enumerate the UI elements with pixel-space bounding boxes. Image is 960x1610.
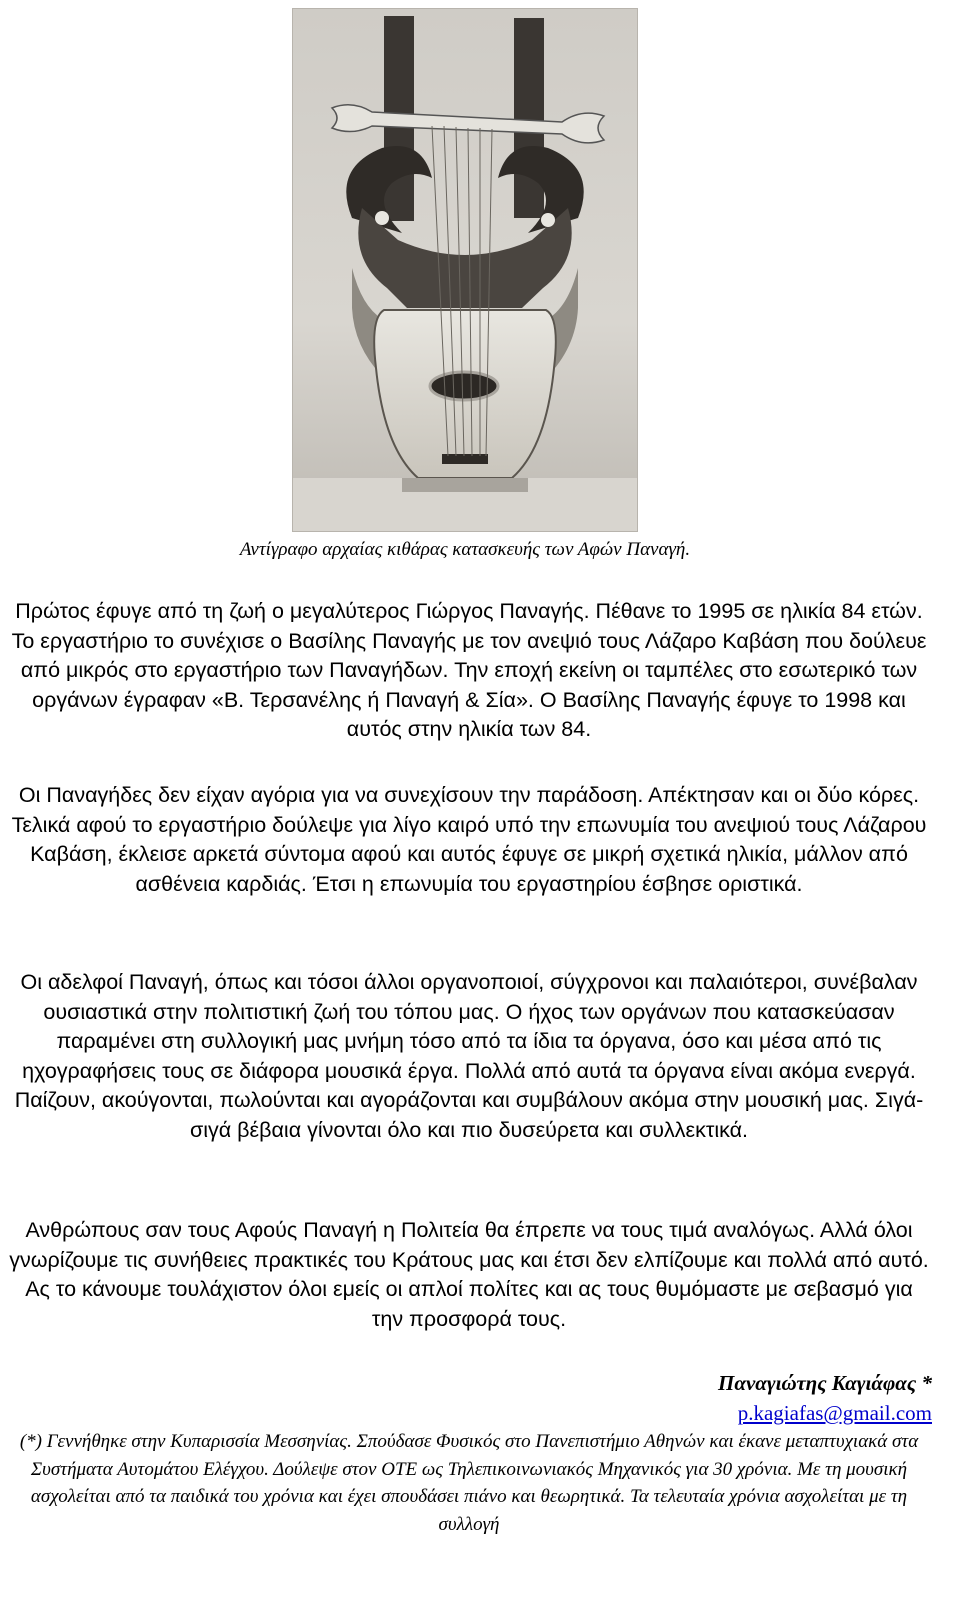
- paragraph-4: Ανθρώπους σαν τους Αφούς Παναγή η Πολιτεία θα έπρεπε να τους τιμά αναλόγως. Αλλά όλοι γνωρίζουμε τις συνήθειες πρακτικές του Κράτους μας και έτσι δεν ελπίζουμε και πολλά από αυτό. Ας το κάνουμε τουλάχιστον όλοι εμείς οι απλοί πολίτες και ας τους θυμόμαστε με σεβασμό για την προσφορά τους.: [9, 1218, 929, 1331]
- paragraph-2: Οι Παναγήδες δεν είχαν αγόρια για να συνεχίσουν την παράδοση. Απέκτησαν και οι δύο κόρες. Τελικά αφού το εργαστήριο δούλεψε για λίγο καιρό υπό την επωνυμία του ανεψιού τους Λάζαρου Καβάση, έκλεισε αρκετά σύντομα αφού και αυτός έφυγε σε μικρή σχετικά ηλικία, μάλλον από ασθένεια καρδιάς. Έτσι η επωνυμία του εργαστηρίου έσβησε οριστικά.: [11, 783, 927, 896]
- author-footnote: (*) Γεννήθηκε στην Κυπαρισσία Μεσσηνίας. Σπούδασε Φυσικός στο Πανεπιστήμιο Αθηνών και έκανε μεταπτυχιακά στα Συστήματα Αυτομάτου Ελέγχου. Δούλεψε στον ΟΤΕ ως Τηλεπικοινωνιακός Μηχανικός για 30 χρόνια. Με τη μουσική ασχολείται από τα παιδικά του χρόνια και έχει σπουδάσει πιάνο και θεωρητικά. Τα τελευταία χρόνια ασχολείται με τη συλλογή: [19, 1431, 919, 1535]
- author-name: Παναγιώτης Καγιάφας *: [718, 1371, 932, 1395]
- photo-caption: Αντίγραφο αρχαίας κιθάρας κατασκευής των Αφών Παναγή.: [239, 539, 691, 560]
- paragraph-1: Πρώτος έφυγε από τη ζωή ο μεγαλύτερος Γιώργος Παναγής. Πέθανε το 1995 σε ηλικία 84 ετών. Το εργαστήριο το συνέχισε ο Βασίλης Παναγής με τον ανεψιό τους Λάζαρο Καβάση που δούλευε από μικρός στο εργαστήριο των Παναγήδων. Την εποχή εκείνη οι ταμπέλες στο εσωτερικό των οργάνων έγραφαν «Β. Τερσανέλης ή Παναγή & Σία». Ο Βασίλης Παναγής έφυγε το 1998 και αυτός στην ηλικία των 84.: [11, 599, 927, 742]
- signature-block: [718, 1368, 932, 1428]
- author-email-link[interactable]: p.kagiafas@gmail.com: [737, 1401, 932, 1425]
- paragraph-3: Οι αδελφοί Παναγή, όπως και τόσοι άλλοι οργανοποιοί, σύγχρονοι και παλαιότεροι, συνέβαλαν ουσιαστικά στην πολιτιστική ζωή του τόπου μας. Ο ήχος των οργάνων που κατασκεύασαν παραμένει στη συλλογική μας μνήμη τόσο από τα ίδια τα όργανα, όσο και μέσα από τις ηχογραφήσεις τους σε διάφορα μουσικά έργα. Πολλά από αυτά τα όργανα είναι ακόμα ενεργά. Παίζουν, ακούγονται, πωλούνται και αγοράζονται και συμβάλουν ακόμα στην μουσική μας. Σιγά-σιγά βέβαια γίνονται όλο και πιο δυσεύρετα και συλλεκτικά.: [14, 970, 924, 1142]
- lyre-photo-icon: [292, 8, 638, 532]
- lyre-photo: [292, 8, 638, 532]
